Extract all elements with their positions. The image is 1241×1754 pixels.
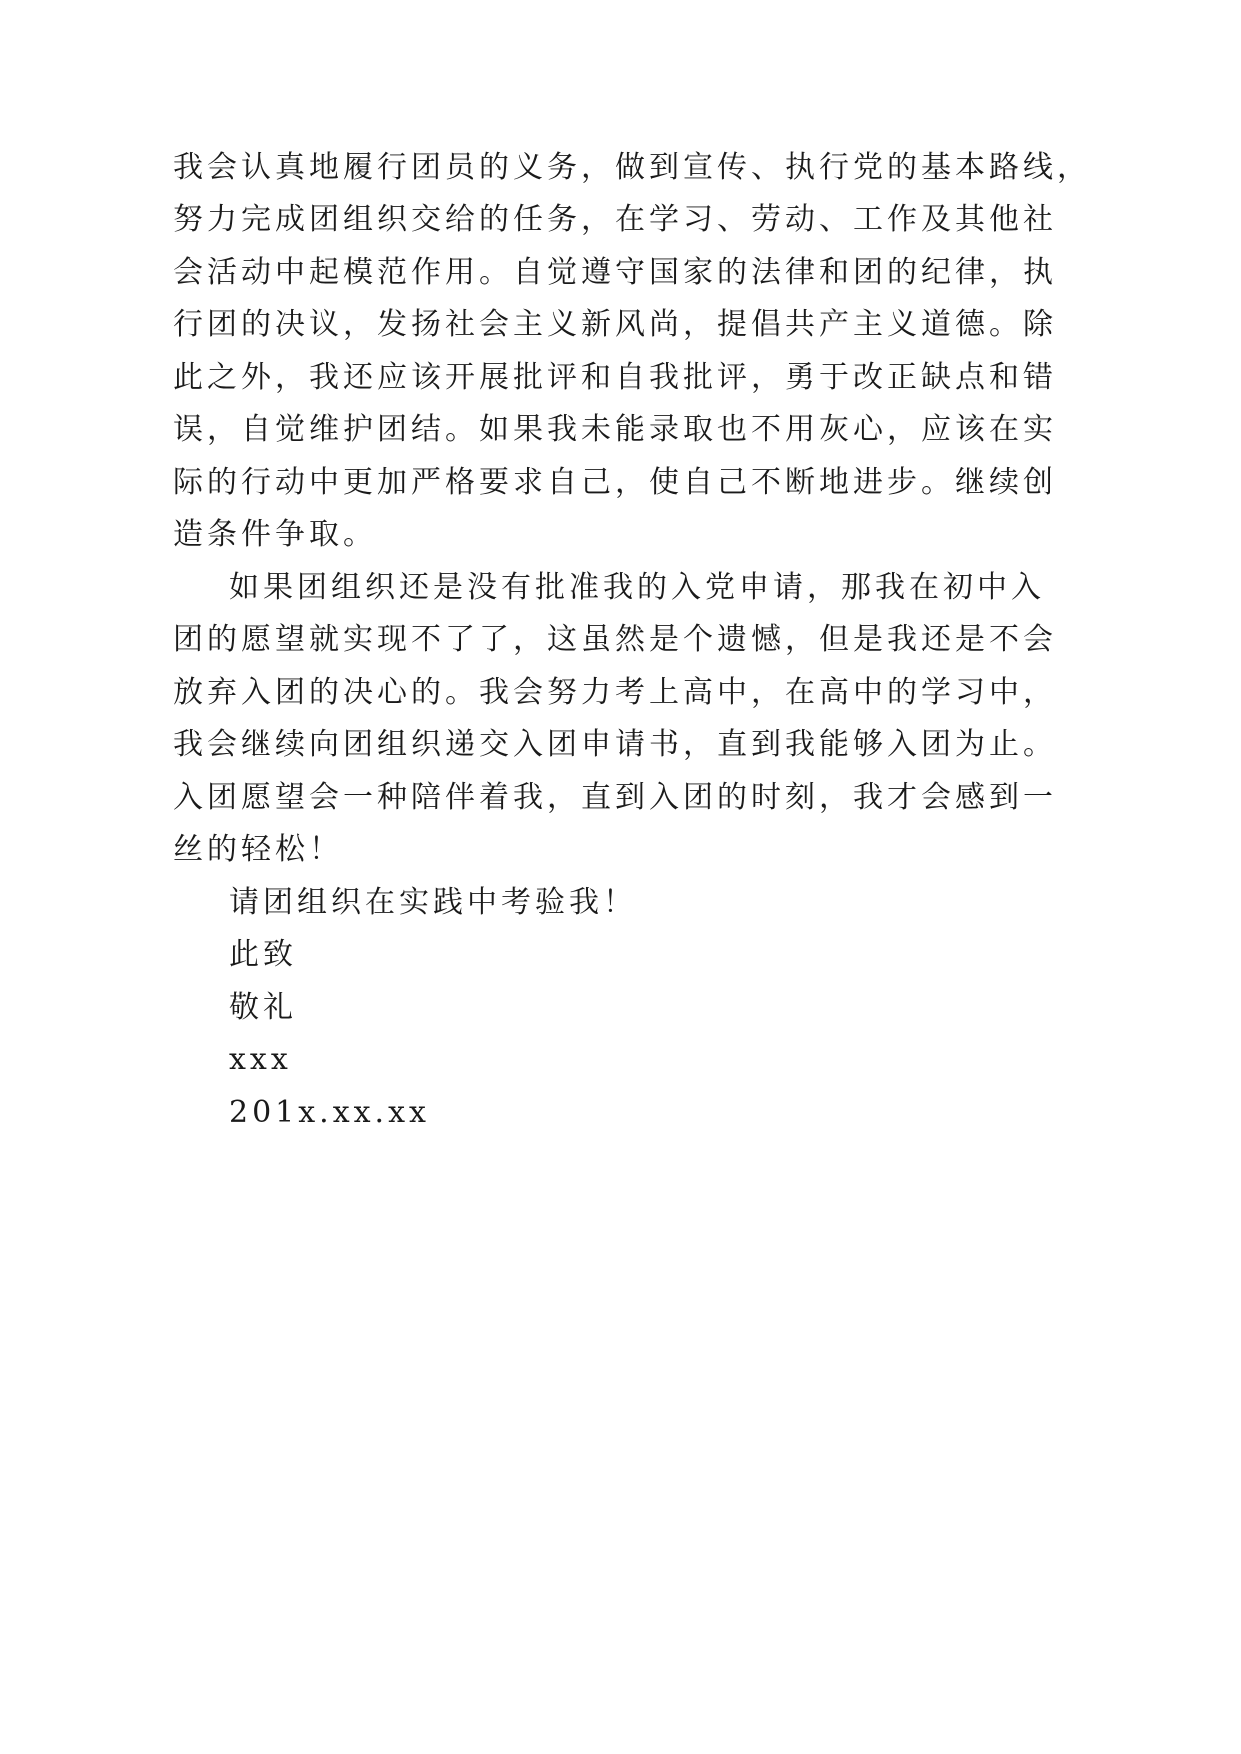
- text-line: 会活动中起模范作用。自觉遵守国家的法律和团的纪律，执: [173, 255, 1057, 290]
- text-line: 行团的决议，发扬社会主义新风尚，提倡共产主义道德。除: [173, 307, 1057, 342]
- text-line: 敬礼: [229, 990, 297, 1025]
- text-line: 误，自觉维护团结。如果我未能录取也不用灰心，应该在实: [173, 412, 1057, 447]
- text-line: 我会继续向团组织递交入团申请书，直到我能够入团为止。: [173, 727, 1057, 762]
- text-line: 请团组织在实践中考验我！: [229, 885, 637, 920]
- text-line: 际的行动中更加严格要求自己，使自己不断地进步。继续创: [173, 465, 1057, 500]
- text-line: 此致: [229, 937, 297, 972]
- text-line: 如果团组织还是没有批准我的入党申请，那我在初中入: [229, 570, 1045, 605]
- text-line: 努力完成团组织交给的任务，在学习、劳动、工作及其他社: [173, 202, 1057, 237]
- text-line: 放弃入团的决心的。我会努力考上高中，在高中的学习中，: [173, 675, 1057, 710]
- text-line: 入团愿望会一种陪伴着我，直到入团的时刻，我才会感到一: [173, 780, 1057, 815]
- text-line: 丝的轻松！: [173, 832, 343, 867]
- text-line: 我会认真地履行团员的义务，做到宣传、执行党的基本路线，: [173, 150, 1091, 185]
- text-line: 此之外，我还应该开展批评和自我批评，勇于改正缺点和错: [173, 360, 1057, 395]
- signature-line: xxx: [229, 1042, 292, 1077]
- text-line: 造条件争取。: [173, 517, 377, 552]
- date-line: 201x.xx.xx: [229, 1095, 430, 1130]
- text-line: 团的愿望就实现不了了，这虽然是个遗憾，但是我还是不会: [173, 622, 1057, 657]
